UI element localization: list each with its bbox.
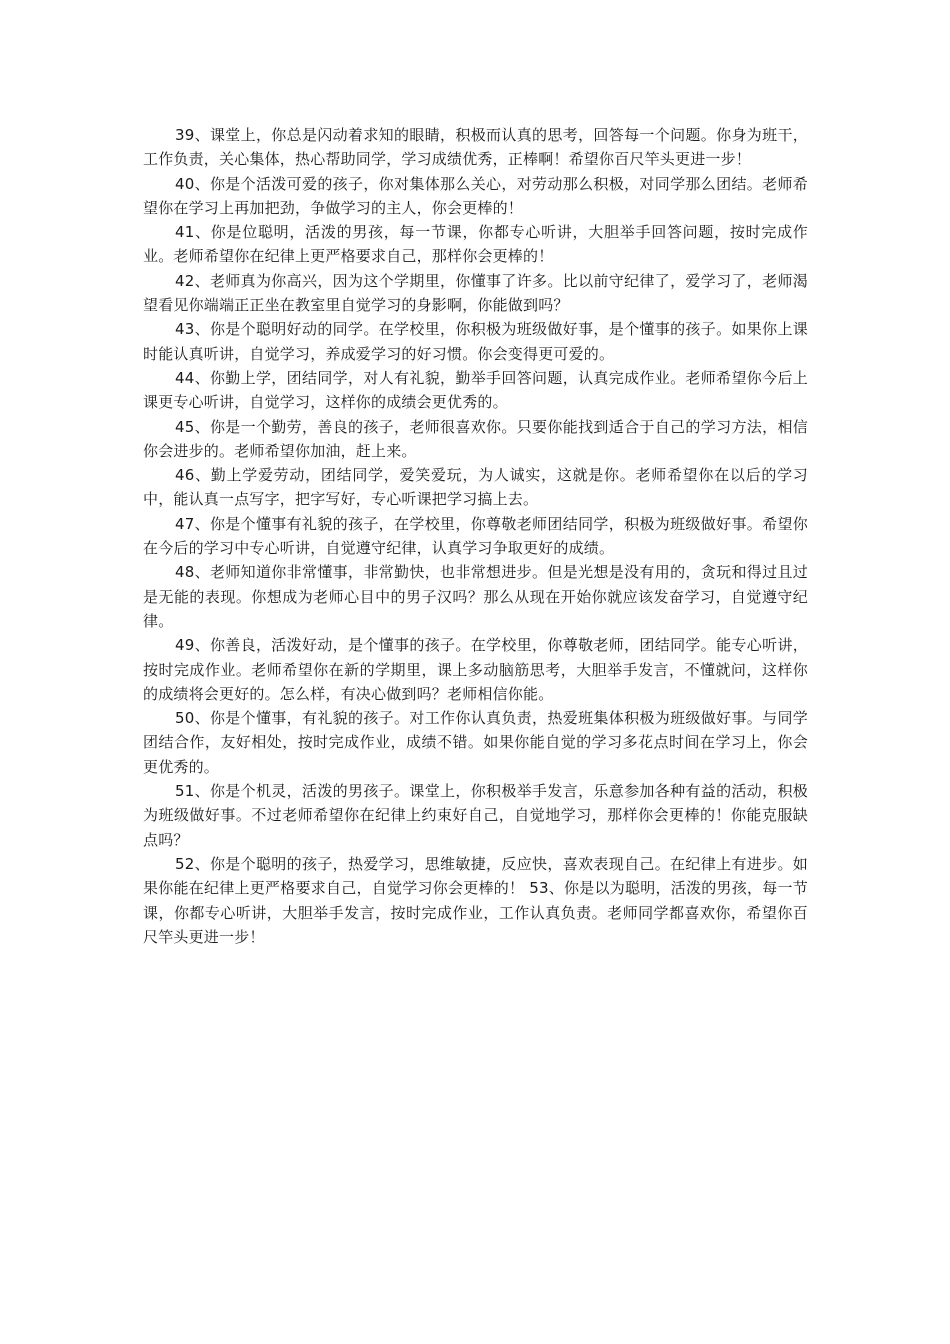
paragraph-39: 39、课堂上，你总是闪动着求知的眼睛，积极而认真的思考，回答每一个问题。你身为班干，工作负责，关心集体，热心帮助同学，学习成绩优秀，正棒啊！希望你百尺竿头更进一步！ xyxy=(143,126,808,169)
paragraph-40: 40、你是个活泼可爱的孩子，你对集体那么关心，对劳动那么积极，对同学那么团结。老师希望你在学习上再加把劲，争做学习的主人，你会更棒的！ xyxy=(143,174,808,217)
paragraph-48: 48、老师知道你非常懂事，非常勤快，也非常想进步。但是光想是没有用的，贪玩和得过且过是无能的表现。你想成为老师心目中的男子汉吗？那么从现在开始你就应该发奋学习，自觉遵守纪律。 xyxy=(143,563,808,630)
document-body xyxy=(143,123,808,949)
paragraph-45: 45、你是一个勤劳，善良的孩子，老师很喜欢你。只要你能找到适合于自己的学习方法，相信你会进步的。老师希望你加油，赶上来。 xyxy=(143,417,808,460)
paragraph-43: 43、你是个聪明好动的同学。在学校里，你积极为班级做好事，是个懂事的孩子。如果你上课时能认真听讲，自觉学习，养成爱学习的好习惯。你会变得更可爱的。 xyxy=(143,320,808,363)
paragraph-52-53: 52、你是个聪明的孩子，热爱学习，思维敏捷，反应快，喜欢表现自己。在纪律上有进步。如果你能在纪律上更严格要求自己，自觉学习你会更棒的！ 53、你是以为聪明，活泼的男孩，每一节课，你都专心听讲，大胆举手发言，按时完成作业，工作认真负责。老师同学都喜欢你，希望你百尺竿头更进一步！ xyxy=(143,854,808,946)
paragraph-47: 47、你是个懂事有礼貌的孩子，在学校里，你尊敬老师团结同学，积极为班级做好事。希望你在今后的学习中专心听讲，自觉遵守纪律，认真学习争取更好的成绩。 xyxy=(143,514,808,558)
paragraph-41: 41、你是位聪明，活泼的男孩，每一节课，你都专心听讲，大胆举手回答问题，按时完成作业。老师希望你在纪律上更严格要求自己，那样你会更棒的！ xyxy=(143,223,808,266)
paragraph-46: 46、勤上学爱劳动，团结同学，爱笑爱玩，为人诚实，这就是你。老师希望你在以后的学习中，能认真一点写字，把字写好，专心听课把学习搞上去。 xyxy=(143,466,808,509)
paragraph-44: 44、你勤上学，团结同学，对人有礼貌，勤举手回答问题，认真完成作业。老师希望你今后上课更专心听讲，自觉学习，这样你的成绩会更优秀的。 xyxy=(143,368,808,412)
paragraph-50: 50、你是个懂事，有礼貌的孩子。对工作你认真负责，热爱班集体积极为班级做好事。与同学团结合作，友好相处，按时完成作业，成绩不错。如果你能自觉的学习多花点时间在学习上，你会更优秀的。 xyxy=(143,709,808,776)
paragraph-49: 49、你善良，活泼好动，是个懂事的孩子。在学校里，你尊敬老师，团结同学。能专心听讲，按时完成作业。老师希望你在新的学期里，课上多动脑筋思考，大胆举手发言，不懂就问，这样你的成绩将会更好的。怎么样，有决心做到吗？老师相信你能。 xyxy=(143,636,808,703)
paragraph-51: 51、你是个机灵，活泼的男孩子。课堂上，你积极举手发言，乐意参加各种有益的活动，积极为班级做好事。不过老师希望你在纪律上约束好自己，自觉地学习，那样你会更棒的！你能克服缺点吗？ xyxy=(143,782,808,849)
paragraph-42: 42、老师真为你高兴，因为这个学期里，你懂事了许多。比以前守纪律了，爱学习了，老师渴望看见你端端正正坐在教室里自觉学习的身影啊，你能做到吗？ xyxy=(143,271,808,315)
